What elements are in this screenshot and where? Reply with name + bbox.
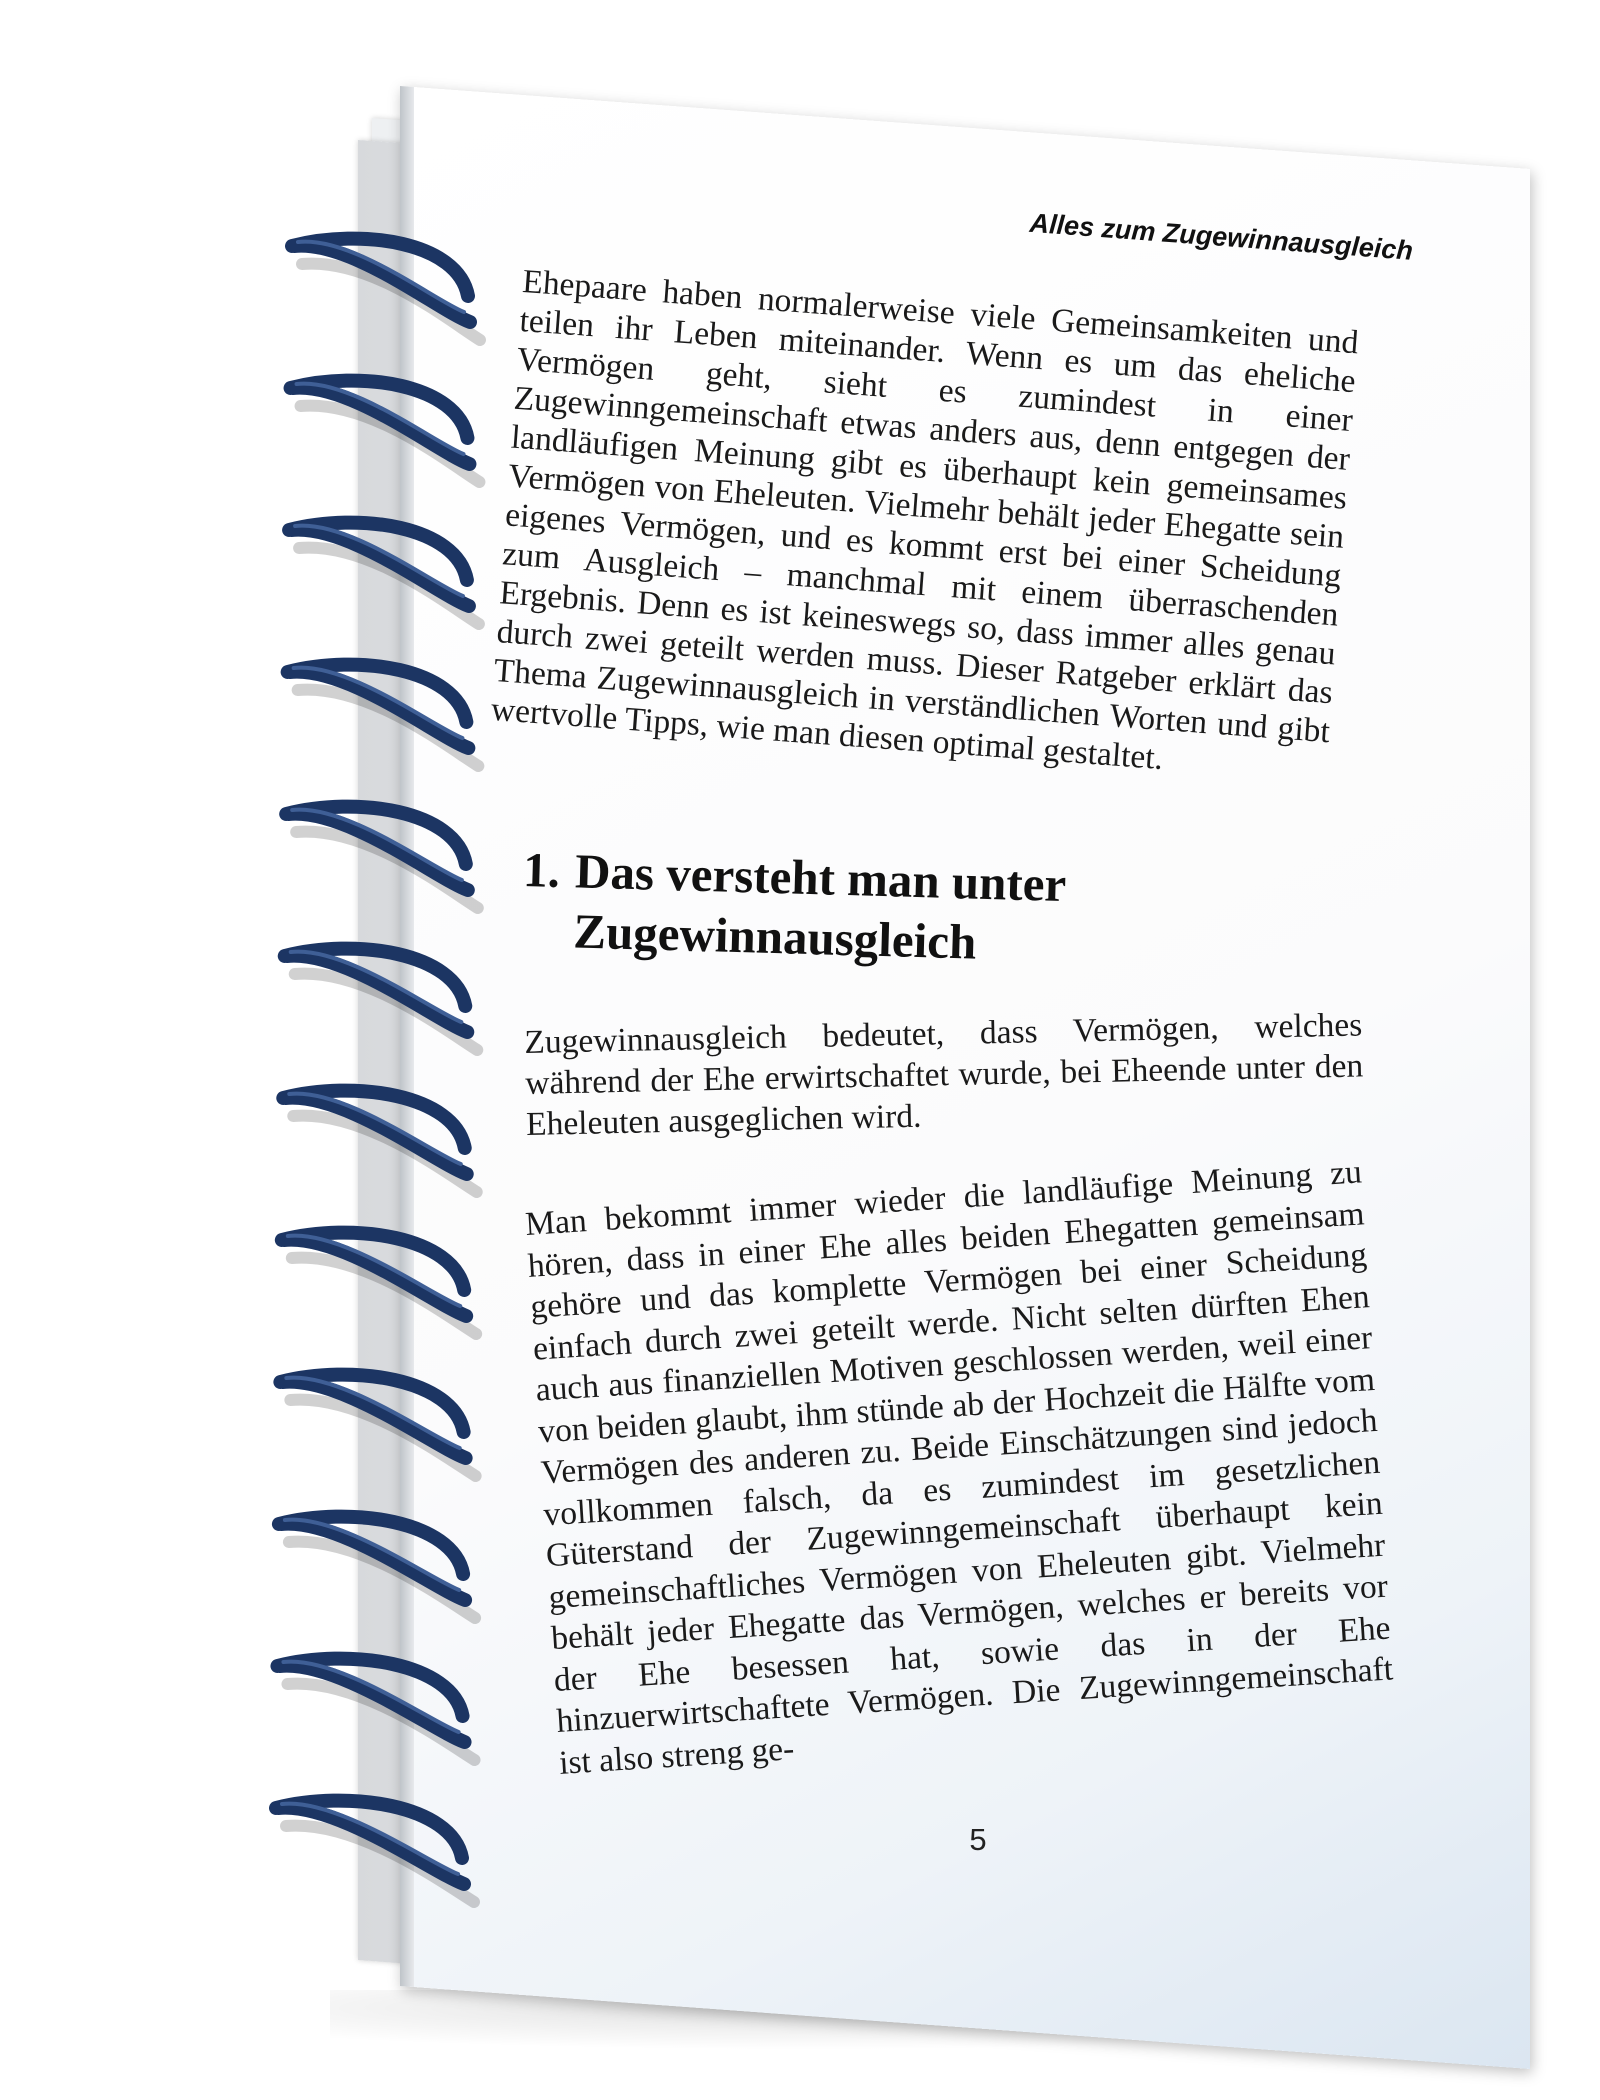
intro-paragraph: Ehepaare haben normalerweise viele Gemeinsamkeiten und teilen ihr Leben miteinander. Wenn es um das eheliche Vermögen geht, sieht es zumindest in einer Zugewinngemeinschaft etwas anders aus, denn entgegen der landläufigen Meinung gibt es überhaupt kein gemeinsames Vermögen von Eheleuten. Vielmehr behält jeder Ehegatte sein eigenes Vermögen, und es kommt erst bei einer Scheidung zum Ausgleich – manchmal mit einem überraschenden Ergebnis. Denn es ist keineswegs so, dass immer alles genau durch zwei geteilt werden muss. Dieser Ratgeber erklärt das Thema Zugewinnausgleich in verständlichen Worten und gibt wertvolle Tipps, wie man diesen optimal gestaltet. bbox=[489, 262, 1360, 778]
body-paragraph-1: Zugewinnausgleich bedeutet, dass Vermögen, welches während der Ehe erwirtschaftet wurde, bei Eheende unter den Eheleuten ausgeglichen wird. bbox=[524, 1006, 1364, 1143]
section-title-line1: Das versteht man unter bbox=[574, 843, 1068, 913]
page-number: 5 bbox=[969, 1822, 987, 1857]
section-title-line2: Zugewinnausgleich bbox=[572, 903, 978, 970]
running-header: Alles zum Zugewinnausgleich bbox=[1028, 207, 1414, 266]
body-paragraph-2: Man bekommt immer wieder die landläufige Meinung zu hören, dass in einer Ehe alles beiden Ehegatten gemeinsam gehöre und das komplette Vermögen bei einer Scheidung einfach durch zwei geteilt werde. Nicht selten dürften Ehen auch aus finanziellen Motiven geschlossen werden, weil einer von beiden glaubt, ihm stünde ab der Hochzeit die Hälfte vom Vermögen des anderen zu. Beide Einschätzungen sind jedoch vollkommen falsch, da es zumindest im gesetzlichen Güterstand der Zugewinngemeinschaft überhaupt kein gemeinschaftliches Vermögen von Eheleuten gibt. Vielmehr behält jeder Ehegatte das Vermögen, welches er bereits vor der Ehe besessen hat, sowie das in der Ehe hinzuerwirtschaftete Vermögen. Die Zugewinngemeinschaft ist also streng ge- bbox=[524, 1153, 1395, 1782]
section-number: 1. bbox=[522, 841, 561, 899]
